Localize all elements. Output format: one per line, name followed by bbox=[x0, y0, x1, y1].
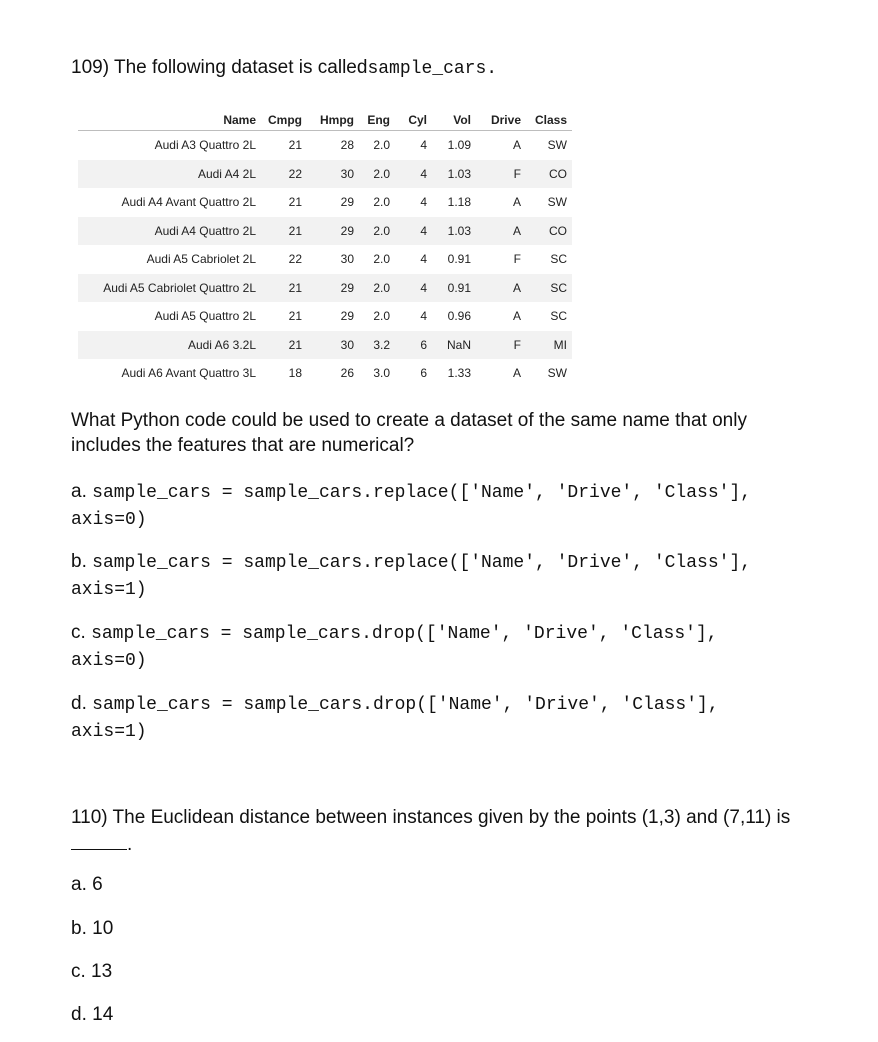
table-cell: 22 bbox=[288, 166, 302, 181]
table-cell: 29 bbox=[340, 309, 354, 324]
table-cell: A bbox=[512, 195, 521, 210]
column-header: Eng bbox=[367, 113, 390, 127]
table-cell: 4 bbox=[420, 138, 427, 153]
table-cell: 3.0 bbox=[373, 366, 390, 381]
table-cell: 2.0 bbox=[373, 280, 390, 295]
table-cell: 2.0 bbox=[373, 195, 390, 210]
question-109-text: 109) The following dataset is called bbox=[71, 57, 368, 78]
table-cell: SW bbox=[547, 195, 567, 210]
table-cell: CO bbox=[549, 166, 567, 181]
table-cell: A bbox=[512, 223, 521, 238]
choice-d[interactable]: d. 14 bbox=[71, 1004, 114, 1025]
table-cell: 28 bbox=[340, 138, 354, 153]
table-row bbox=[78, 131, 572, 160]
table-row bbox=[78, 302, 572, 331]
choice-c[interactable]: c. 13 bbox=[71, 961, 113, 982]
table-cell: 21 bbox=[288, 195, 302, 210]
table-cell: Audi A5 Cabriolet 2L bbox=[146, 252, 256, 267]
table-cell: Audi A5 Cabriolet Quattro 2L bbox=[103, 280, 256, 295]
table-cell: 29 bbox=[340, 223, 354, 238]
table-cell: Audi A4 Avant Quattro 2L bbox=[121, 195, 256, 210]
table-cell: 1.18 bbox=[447, 195, 471, 210]
table-cell: Audi A5 Quattro 2L bbox=[154, 309, 256, 324]
column-header: Cmpg bbox=[268, 113, 302, 127]
sample-cars-table bbox=[78, 110, 572, 388]
option-letter: a. bbox=[71, 481, 87, 502]
question-109-prompt: What Python code could be used to create a dataset of the same name that only includes the features that are numerical? bbox=[71, 410, 747, 456]
table-cell: 30 bbox=[340, 337, 354, 352]
table-cell: SW bbox=[547, 366, 567, 381]
choice-a[interactable]: a. 6 bbox=[71, 874, 103, 895]
table-cell: SC bbox=[550, 252, 567, 267]
table-cell: Audi A6 Avant Quattro 3L bbox=[121, 366, 256, 381]
table-cell: 0.91 bbox=[447, 280, 471, 295]
question-110 bbox=[71, 804, 841, 858]
table-cell: A bbox=[512, 280, 521, 295]
table-cell: 29 bbox=[340, 280, 354, 295]
column-header: Hmpg bbox=[320, 113, 354, 127]
table-cell: 22 bbox=[288, 252, 302, 267]
table-cell: 2.0 bbox=[373, 309, 390, 324]
table-cell: 21 bbox=[288, 280, 302, 295]
option-code-line2: axis=1) bbox=[71, 580, 147, 600]
table-cell: 6 bbox=[420, 366, 427, 381]
choice-b[interactable]: b. 10 bbox=[71, 918, 114, 939]
table-cell: 26 bbox=[340, 366, 354, 381]
table-cell: Audi A6 3.2L bbox=[187, 337, 256, 352]
option-d[interactable] bbox=[71, 691, 831, 745]
table-cell: 0.96 bbox=[447, 309, 471, 324]
table-row bbox=[78, 359, 572, 388]
table-cell: 4 bbox=[420, 223, 427, 238]
option-c[interactable] bbox=[71, 620, 831, 674]
table-row bbox=[78, 160, 572, 189]
table-cell: 0.91 bbox=[447, 252, 471, 267]
table-cell: MI bbox=[553, 337, 567, 352]
blank-suffix: . bbox=[127, 834, 133, 855]
question-110-text: 110) The Euclidean distance between instances given by the points (1,3) and (7,11) is bbox=[71, 807, 791, 828]
table-cell: 21 bbox=[288, 138, 302, 153]
table-cell: 4 bbox=[420, 309, 427, 324]
table-cell: 21 bbox=[288, 337, 302, 352]
table-cell: CO bbox=[549, 223, 567, 238]
table-cell: 3.2 bbox=[373, 337, 390, 352]
table-cell: 1.03 bbox=[447, 223, 471, 238]
table-cell: 21 bbox=[288, 223, 302, 238]
table-cell: F bbox=[513, 166, 521, 181]
column-header: Name bbox=[223, 113, 256, 127]
option-code-line1: sample_cars = sample_cars.drop(['Name', 'Drive', 'Class'], bbox=[91, 624, 718, 644]
column-header: Drive bbox=[490, 113, 521, 127]
table-cell: Audi A3 Quattro 2L bbox=[154, 138, 256, 153]
option-code-line1: sample_cars = sample_cars.replace(['Name', 'Drive', 'Class'], bbox=[92, 553, 752, 573]
table-cell: F bbox=[513, 337, 521, 352]
option-code-line1: sample_cars = sample_cars.drop(['Name', 'Drive', 'Class'], bbox=[92, 695, 719, 715]
option-letter: b. bbox=[71, 551, 87, 572]
table-cell: 2.0 bbox=[373, 166, 390, 181]
table-cell: 18 bbox=[288, 366, 302, 381]
table-cell: NaN bbox=[446, 337, 471, 352]
option-code-line2: axis=1) bbox=[71, 722, 147, 742]
table-header-row bbox=[78, 110, 572, 131]
option-code-line2: axis=0) bbox=[71, 651, 147, 671]
table-cell: 2.0 bbox=[373, 138, 390, 153]
answer-blank bbox=[71, 833, 127, 850]
option-letter: d. bbox=[71, 693, 87, 714]
option-code-line1: sample_cars = sample_cars.replace(['Name', 'Drive', 'Class'], bbox=[92, 483, 752, 503]
table-row bbox=[78, 274, 572, 303]
table-row bbox=[78, 217, 572, 246]
table-cell: 1.33 bbox=[447, 366, 471, 381]
table-cell: 30 bbox=[340, 252, 354, 267]
table-cell: 29 bbox=[340, 195, 354, 210]
table-cell: 4 bbox=[420, 195, 427, 210]
table-cell: SW bbox=[547, 138, 567, 153]
table-cell: 1.09 bbox=[447, 138, 471, 153]
table-row bbox=[78, 188, 572, 217]
table-cell: 2.0 bbox=[373, 223, 390, 238]
table-cell: Audi A4 Quattro 2L bbox=[154, 223, 256, 238]
dataset-name-code: sample_cars. bbox=[367, 59, 498, 79]
table-cell: 4 bbox=[420, 252, 427, 267]
option-code-line2: axis=0) bbox=[71, 510, 147, 530]
table-cell: 2.0 bbox=[373, 252, 390, 267]
column-header: Cyl bbox=[408, 113, 427, 127]
column-header: Class bbox=[534, 113, 567, 127]
table-cell: 4 bbox=[420, 280, 427, 295]
table-cell: 1.03 bbox=[447, 166, 471, 181]
question-109-title bbox=[71, 57, 497, 79]
table-cell: A bbox=[512, 366, 521, 381]
option-letter: c. bbox=[71, 622, 86, 643]
table-cell: 30 bbox=[340, 166, 354, 181]
table-cell: SC bbox=[550, 280, 567, 295]
table-cell: SC bbox=[550, 309, 567, 324]
column-header: Vol bbox=[453, 113, 471, 127]
table-cell: 21 bbox=[288, 309, 302, 324]
option-a[interactable] bbox=[71, 479, 831, 533]
table-row bbox=[78, 245, 572, 274]
table-cell: 4 bbox=[420, 166, 427, 181]
table-cell: A bbox=[512, 138, 521, 153]
table-cell: Audi A4 2L bbox=[197, 166, 256, 181]
option-b[interactable] bbox=[71, 549, 831, 603]
table-cell: A bbox=[512, 309, 521, 324]
table-cell: 6 bbox=[420, 337, 427, 352]
table-row bbox=[78, 331, 572, 360]
table-cell: F bbox=[513, 252, 521, 267]
